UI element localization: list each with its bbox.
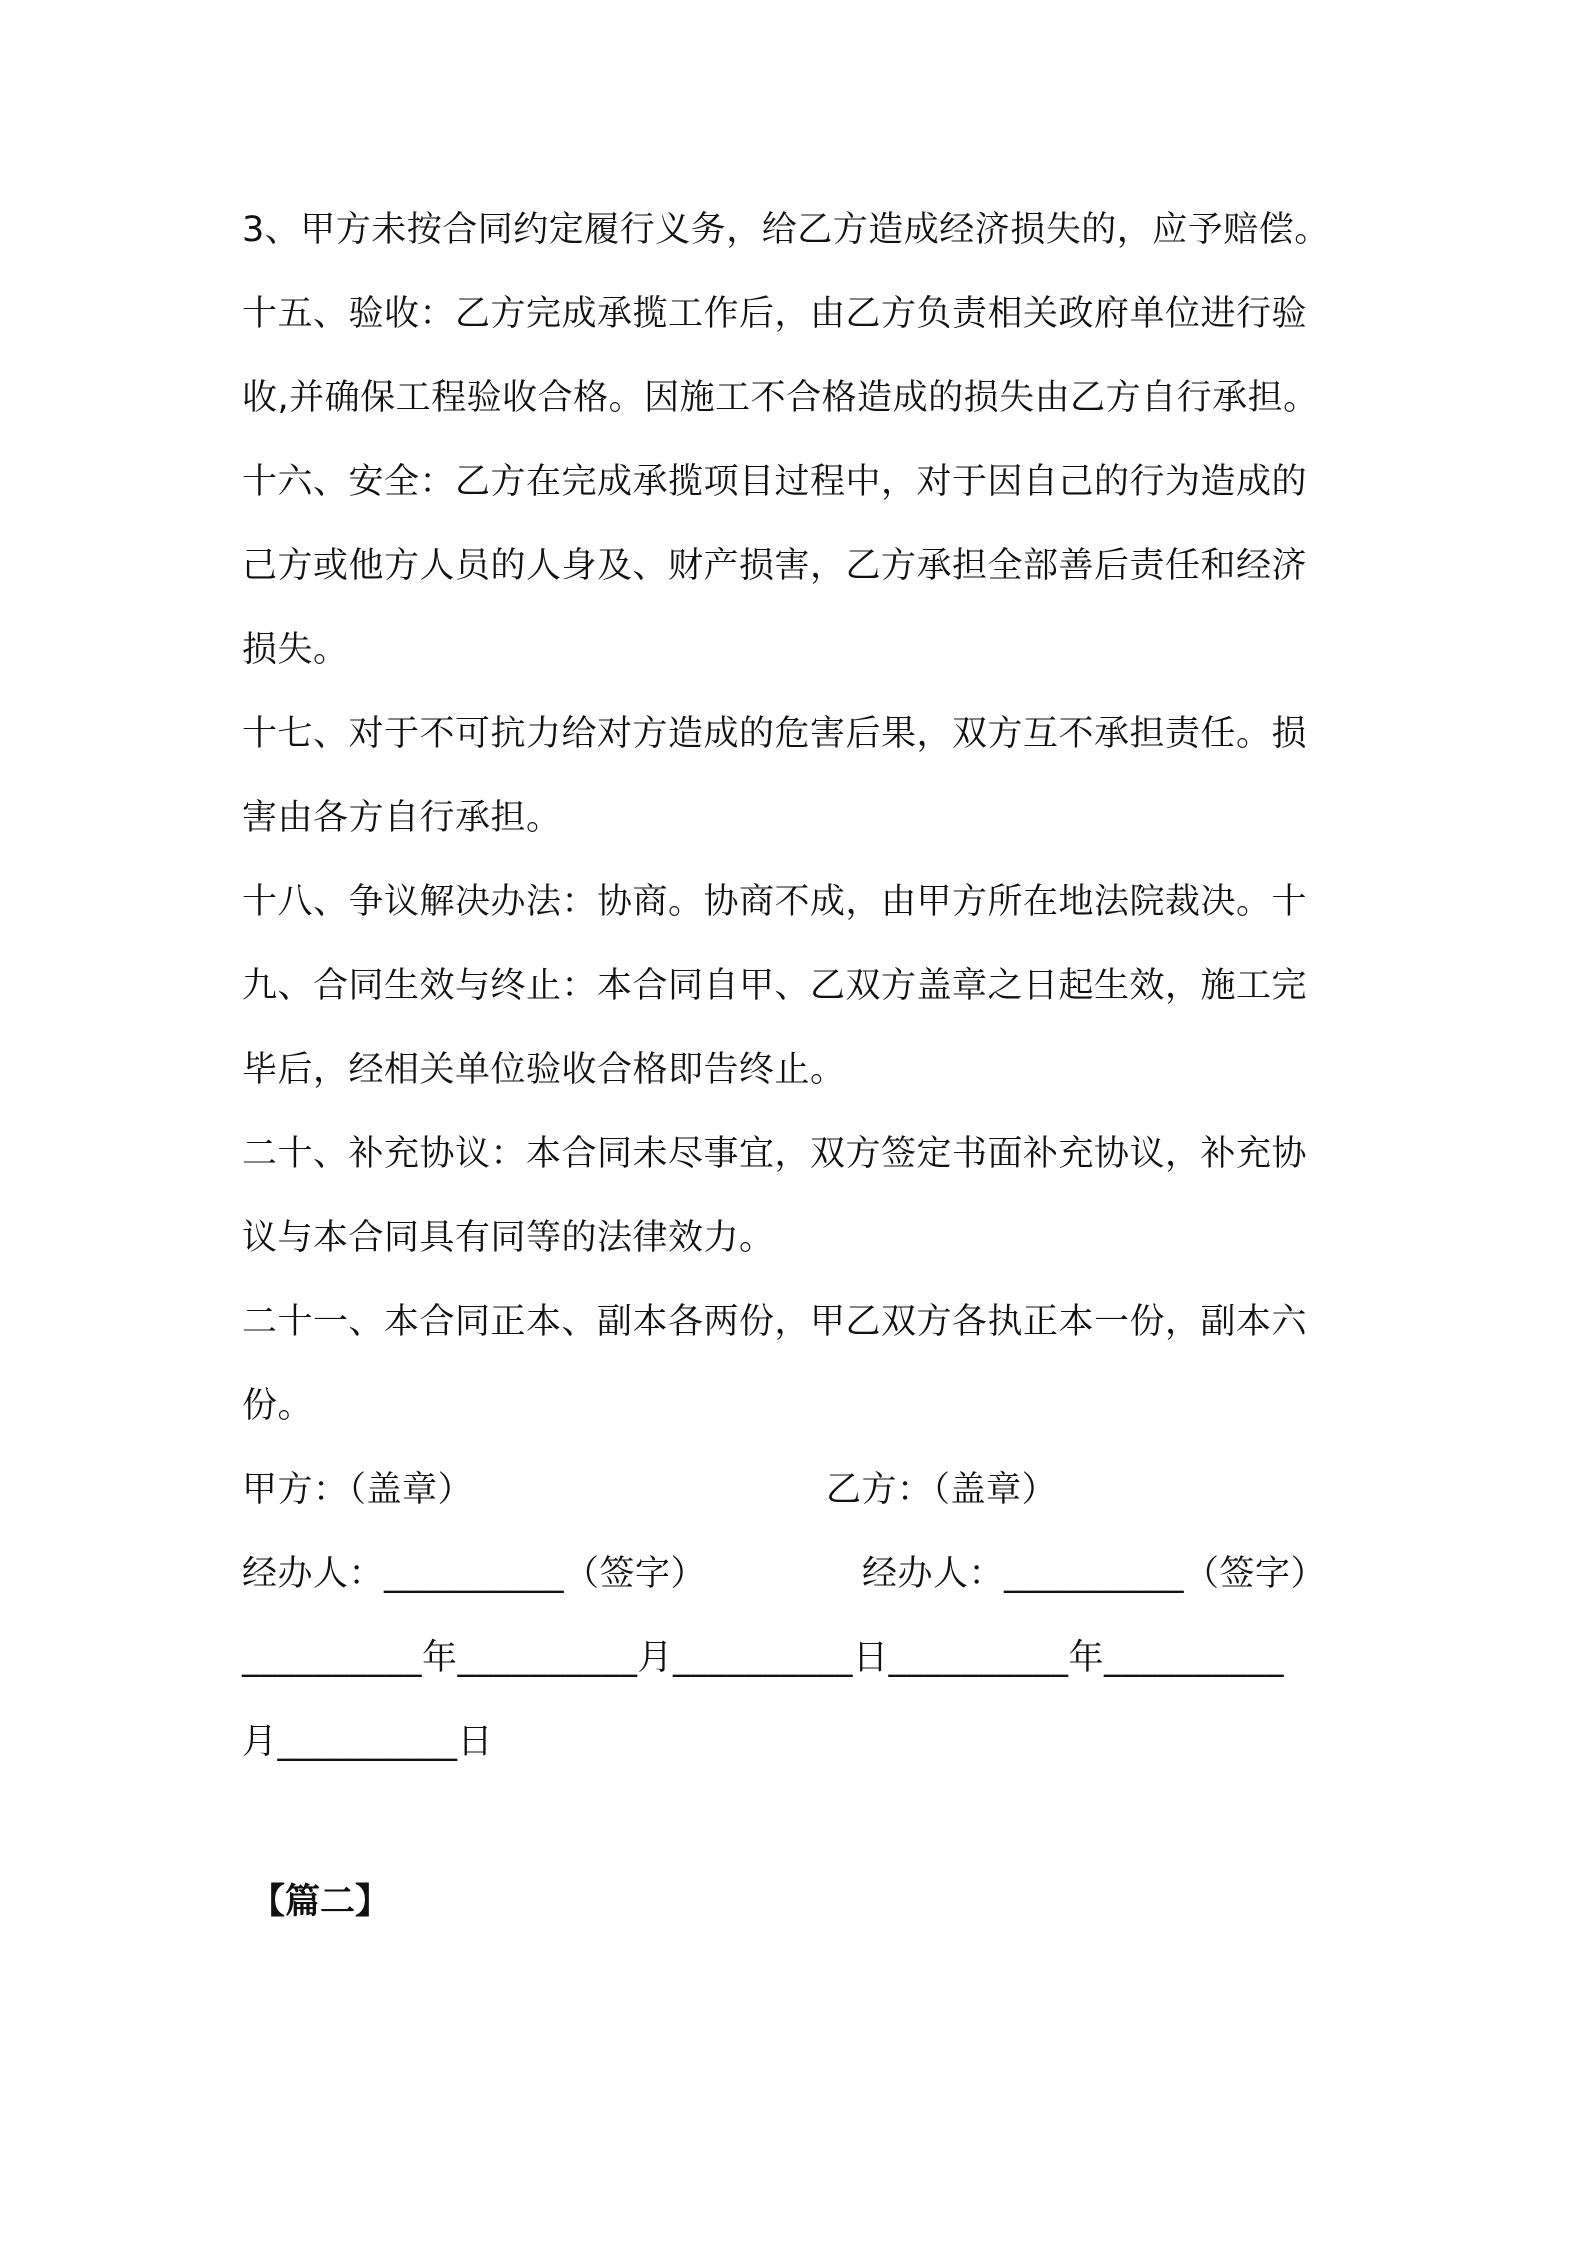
clause-line: 损失。 — [242, 630, 349, 670]
clause-line: 议与本合同具有同等的法律效力。 — [242, 1218, 775, 1258]
section-heading: 【篇二】 — [250, 1882, 391, 1922]
clause-line: 二十、补充协议：本合同未尽事宜，双方签定书面补充协议，补充协 — [242, 1134, 1308, 1174]
party-a-agent: 经办人：__________（签字） — [242, 1554, 707, 1594]
clause-line: 二十一、本合同正本、副本各两份，甲乙双方各执正本一份，副本六 — [242, 1302, 1308, 1342]
party-a-seal: 甲方：（盖章） — [242, 1470, 474, 1510]
party-b-seal: 乙方：（盖章） — [826, 1470, 1058, 1510]
date-line: __________年__________月__________日__________年__________ — [242, 1638, 1285, 1678]
date-line-continued: 月__________日 — [242, 1722, 494, 1762]
clause-line: 3、甲方未按合同约定履行义务，给乙方造成经济损失的，应予赔偿。 — [242, 210, 1330, 250]
clause-line: 己方或他方人员的人身及、财产损害，乙方承担全部善后责任和经济 — [242, 546, 1308, 586]
clause-line: 十八、争议解决办法：协商。协商不成，由甲方所在地法院裁决。十 — [242, 882, 1308, 922]
party-b-agent: 经办人：__________（签字） — [862, 1554, 1327, 1594]
clause-line: 害由各方自行承担。 — [242, 798, 562, 838]
clause-line: 九、合同生效与终止：本合同自甲、乙双方盖章之日起生效，施工完 — [242, 966, 1308, 1006]
clause-line: 十六、安全：乙方在完成承揽项目过程中，对于因自己的行为造成的 — [242, 462, 1308, 502]
clause-line: 份。 — [242, 1386, 314, 1426]
clause-line: 十七、对于不可抗力给对方造成的危害后果，双方互不承担责任。损 — [242, 714, 1308, 754]
clause-line: 十五、验收：乙方完成承揽工作后，由乙方负责相关政府单位进行验 — [242, 294, 1308, 334]
clause-line: 毕后，经相关单位验收合格即告终止。 — [242, 1050, 846, 1090]
clause-line: 收,并确保工程验收合格。因施工不合格造成的损失由乙方自行承担。 — [242, 378, 1319, 418]
